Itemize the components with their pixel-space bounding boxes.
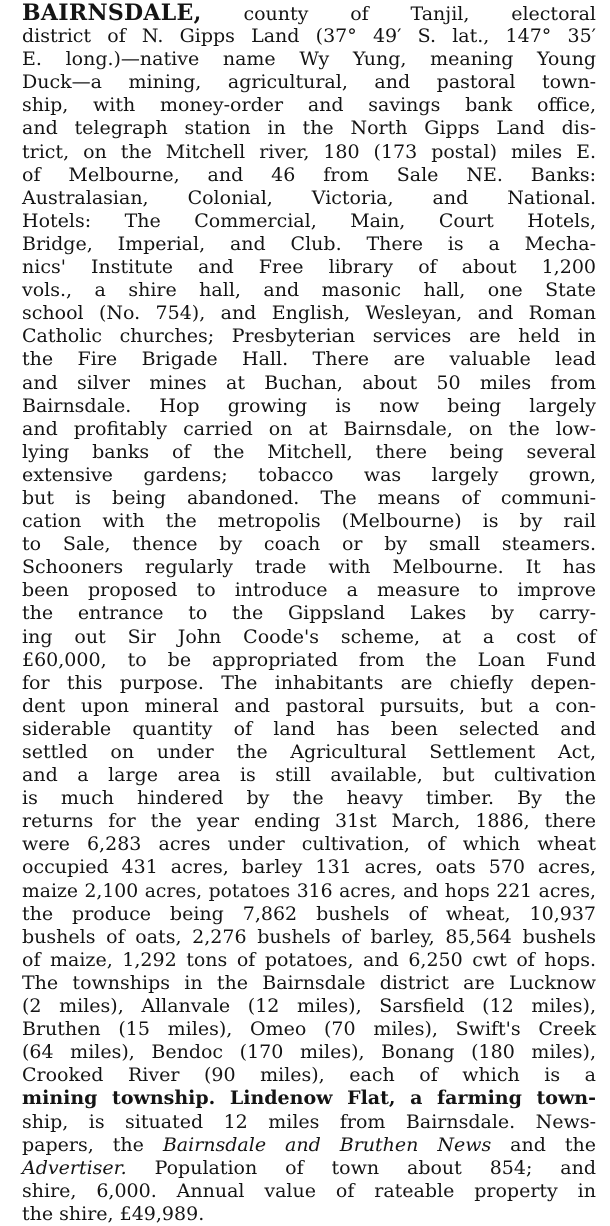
entry-line: siderable quantity of land has been selected and [22,717,596,740]
entry-line: extensive gardens; tobacco was largely grown, [22,463,596,486]
entry-line: dent upon mineral and pastoral pursuits, but a con- [22,694,596,717]
entry-line: returns for the year ending 31st March, 1886, there [22,810,596,833]
entry-line: for this purpose. The inhabitants are chiefly depen- [22,671,596,694]
entry-line: the Fire Brigade Hall. There are valuable lead [22,348,596,371]
entry-line: ing out Sir John Coode's scheme, at a cost of [22,625,596,648]
newspaper-title: Bairnsdale and Bruthen News [162,1133,492,1156]
entry-line: shire, 6,000. Annual value of rateable property in [22,1179,596,1202]
entry-line: were 6,283 acres under cultivation, of which wheat [22,833,596,856]
entry-line: nics' Institute and Free library of about 1,200 [22,256,596,279]
entry-line: occupied 431 acres, barley 131 acres, oats 570 acres, [22,856,596,879]
entry-line [22,1134,596,1157]
entry-line: and profitably carried on at Bairnsdale, on the low- [22,417,596,440]
entry-line: Bairnsdale. Hop growing is now being largely [22,394,596,417]
entry-line: Crooked River (90 miles), each of which is a [22,1064,596,1087]
entry-line: maize 2,100 acres, potatoes 316 acres, and hops 221 acres, [22,880,596,902]
entry-line: and a large area is still available, but cultivation [22,764,596,787]
entry-line: Catholic churches; Presbyterian services are held in [22,325,596,348]
entry-line: and telegraph station in the North Gipps Land dis- [22,117,596,140]
papers-line-after: and the [491,1133,596,1156]
entry-line [22,1157,596,1180]
entry-line: but is being abandoned. The means of communi- [22,486,596,509]
entry-line: trict, on the Mitchell river, 180 (173 postal) miles E. [22,140,596,163]
entry-line [22,2,596,25]
entry-line: the entrance to the Gippsland Lakes by carry- [22,602,596,625]
entry-line: to Sale, thence by coach or by small steamers. [22,533,596,556]
gazetteer-entry [22,2,596,1226]
entry-line: district of N. Gipps Land (37° 49′ S. lat., 147° 35′ [22,25,596,48]
first-line-text: county of Tanjil, electoral [243,3,596,25]
entry-line: been proposed to introduce a measure to improve [22,579,596,602]
entry-line: and silver mines at Buchan, about 50 miles from [22,371,596,394]
entry-line: the produce being 7,862 bushels of wheat, 10,937 [22,902,596,925]
entry-line: settled on under the Agricultural Settlement Act, [22,741,596,763]
entry-line: Bridge, Imperial, and Club. There is a Mecha- [22,232,596,255]
entry-line: E. long.)—native name Wy Yung, meaning Young [22,48,596,71]
entry-line: Australasian, Colonial, Victoria, and National. [22,186,596,209]
entry-line: school (No. 754), and English, Wesleyan, and Roman [22,302,596,325]
entry-line: lying banks of the Mitchell, there being several [22,440,596,463]
entry-line: Duck—a mining, agricultural, and pastoral town- [22,71,596,94]
advertiser-line-after: Population of town about 854; and [126,1156,596,1179]
entry-line: bushels of oats, 2,276 bushels of barley, 85,564 bushels [22,925,596,948]
entry-line: mining township. Lindenow Flat, a farming town- [22,1087,596,1110]
entry-line: Schooners regularly trade with Melbourne. It has [22,556,596,579]
entry-line: of maize, 1,292 tons of potatoes, and 6,250 cwt of hops. [22,948,596,971]
papers-line-before: papers, the [22,1133,163,1156]
entry-line: (64 miles), Bendoc (170 miles), Bonang (180 miles), [22,1041,596,1064]
entry-line: The townships in the Bairnsdale district are Lucknow [22,971,596,994]
entry-line: Hotels: The Commercial, Main, Court Hotels, [22,209,596,232]
entry-line: of Melbourne, and 46 from Sale NE. Banks: [22,163,596,186]
entry-line: cation with the metropolis (Melbourne) is by rail [22,510,596,533]
headword: BAIRNSDALE, [22,0,202,26]
entry-line: (2 miles), Allanvale (12 miles), Sarsfield (12 miles), [22,995,596,1018]
entry-line: £60,000, to be appropriated from the Loan Fund [22,648,596,671]
entry-line: is much hindered by the heavy timber. By the [22,787,596,810]
entry-line: vols., a shire hall, and masonic hall, one State [22,279,596,302]
entry-line: ship, with money-order and savings bank office, [22,94,596,117]
entry-line: the shire, £49,989. [22,1202,205,1225]
newspaper-title: Advertiser. [22,1156,127,1179]
entry-line: Bruthen (15 miles), Omeo (70 miles), Swift's Creek [22,1018,596,1041]
entry-line: ship, is situated 12 miles from Bairnsdale. News- [22,1110,596,1133]
